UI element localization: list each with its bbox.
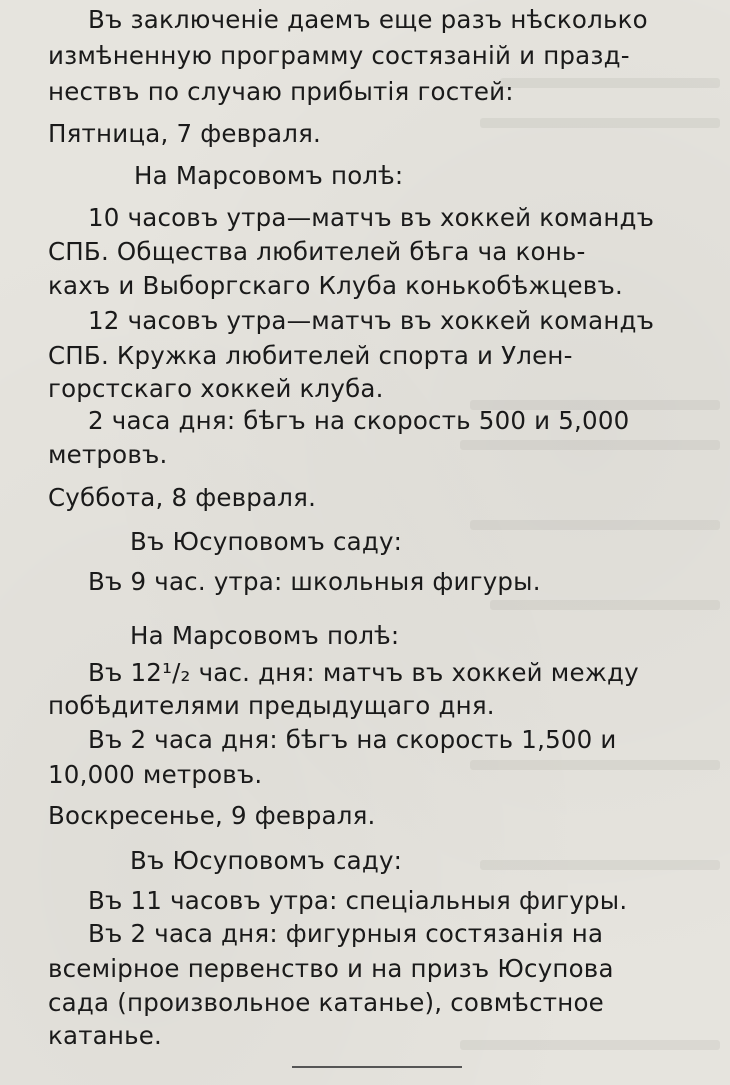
venue-heading: Въ Юсуповомъ саду: xyxy=(130,846,403,875)
text-line: Въ заключенiе даемъ еще разъ нѣсколько xyxy=(88,5,648,34)
bleed-through xyxy=(470,520,720,530)
text-line: горстскаго хоккей клуба. xyxy=(48,374,384,403)
bleed-through xyxy=(460,1040,720,1050)
text-line: 12 часовъ утра—матчъ въ хоккей командъ xyxy=(88,306,655,335)
venue-heading: Въ Юсуповомъ саду: xyxy=(130,527,403,556)
text-line: 10 часовъ утра—матчъ въ хоккей командъ xyxy=(88,203,655,232)
venue-heading: На Марсовомъ полѣ: xyxy=(130,621,400,650)
day-heading: Воскресенье, 9 февраля. xyxy=(48,801,376,830)
text-line: кахъ и Выборгскаго Клуба конькобѣжцевъ. xyxy=(48,271,623,300)
bleed-through xyxy=(490,600,720,610)
text-line: сада (произвольное катанье), совмѣстное xyxy=(48,988,604,1017)
text-line: метровъ. xyxy=(48,440,168,469)
bleed-through xyxy=(470,760,720,770)
text-line: нествъ по случаю прибытiя гостей: xyxy=(48,77,514,106)
text-line: 2 часа дня: бѣгъ на скорость 500 и 5,000 xyxy=(88,406,630,435)
text-line: Въ 2 часа дня: фигурныя состязанiя на xyxy=(88,919,604,948)
text-line: побѣдителями предыдущаго дня. xyxy=(48,691,495,720)
day-heading: Суббота, 8 февраля. xyxy=(48,483,317,512)
bleed-through xyxy=(500,78,720,88)
text-line: измѣненную программу состязанiй и празд- xyxy=(48,41,630,70)
text-line: СПБ. Общества любителей бѣга ча конь- xyxy=(48,237,586,266)
bleed-through xyxy=(480,860,720,870)
text-line: Въ 12¹/₂ час. дня: матчъ въ хоккей между xyxy=(88,658,639,687)
bleed-through xyxy=(480,118,720,128)
text-line: Въ 9 час. утра: школьныя фигуры. xyxy=(88,567,541,596)
day-heading: Пятница, 7 февраля. xyxy=(48,119,322,148)
text-line: 10,000 метровъ. xyxy=(48,760,263,789)
text-line: Въ 11 часовъ утра: спецiальныя фигуры. xyxy=(88,886,628,915)
text-line: СПБ. Кружка любителей спорта и Улен- xyxy=(48,341,573,370)
bleed-through xyxy=(460,440,720,450)
text-line: Въ 2 часа дня: бѣгъ на скорость 1,500 и xyxy=(88,725,617,754)
end-rule xyxy=(292,1066,462,1068)
venue-heading: На Марсовомъ полѣ: xyxy=(134,161,404,190)
text-line: катанье. xyxy=(48,1021,163,1050)
text-line xyxy=(48,40,712,72)
text-line: всемiрное первенство и на призъ Юсупова xyxy=(48,954,614,983)
